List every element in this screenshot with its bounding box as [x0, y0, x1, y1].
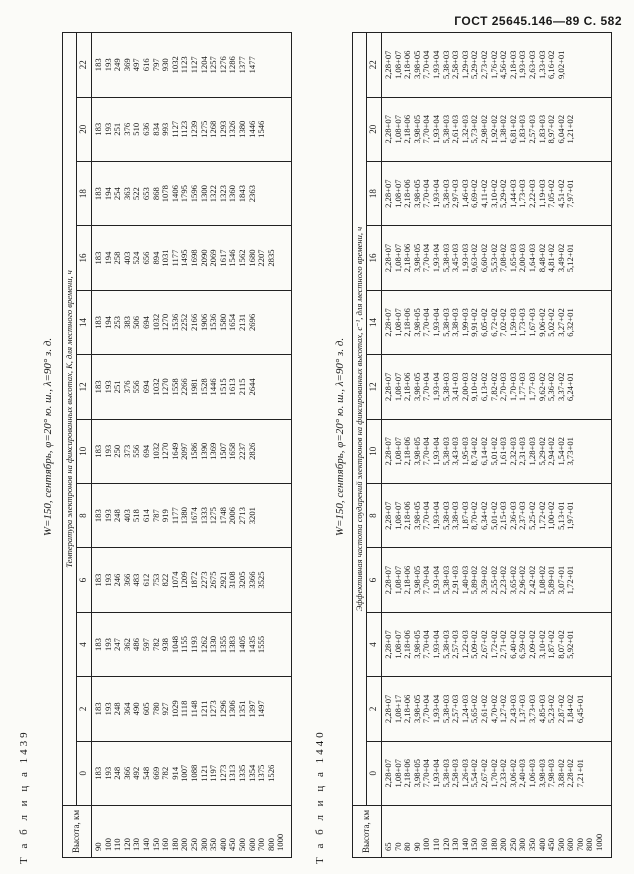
value-column: 183 194 254 363 522 653 868 1078 1406 1795 1596 1300 1322 1323 1360 1843 2363 [92, 161, 292, 225]
table-label: Т а б л и ц а 1440 [314, 729, 326, 864]
value-column: 183 193 248 403 518 614 787 919 1177 1380 1674 1333 1275 1748 2006 2713 3201 [92, 483, 292, 547]
hour-header: 12 [367, 355, 382, 419]
value-column: 2,28+07 1,08+07 2,18+06 3,98+05 7,70+04 1,93+04 5,38+03 2,97+03 1,46+03 6,69+02 4,11+02 3,10+02 5,29+02 1,44+03 1,73+03 2,22+03 1,19+03 7,05+02 4,51+02 7,97+01 [382, 161, 612, 225]
hour-header: 20 [77, 97, 92, 161]
hour-header: 2 [77, 677, 92, 741]
hour-header: 8 [367, 483, 382, 547]
value-column: 2,28+07 1,08+07 2,18+06 3,98+05 7,70+04 1,93+04 5,38+03 3,45+03 1,93+03 9,63+02 6,60+02 5,53+02 7,08+02 1,65+03 2,00+03 1,64+03 8,48+02 4,81+02 3,49+02 5,12+01 [382, 226, 612, 290]
data-table-1439 [62, 32, 292, 858]
table-title: W=150, сентябрь, φ=20° ю. ш., λ=90° з. д. [42, 337, 54, 537]
value-column: 183 193 248 364 490 605 780 927 1029 1118 1148 1211 1273 1296 1306 1351 1397 1497 [92, 677, 292, 741]
hour-header-row [367, 33, 382, 858]
hour-header: 4 [77, 612, 92, 676]
value-column: 183 193 249 369 497 616 797 930 1032 1123 1127 1204 1257 1276 1286 1377 1477 [92, 33, 292, 98]
hour-header: 4 [367, 612, 382, 676]
table-title: W=150, сентябрь, φ=20° ю. ш., λ=90° з. д. [334, 337, 346, 537]
value-column: 2,28+07 1,08+07 2,18+06 3,98+05 7,70+04 1,93+04 5,38+03 3,41+03 2,00+03 9,10+02 6,13+02 7,82+02 2,70+03 1,70+03 1,77+03 1,77+03 9,62+02 5,36+02 3,37+02 6,24+01 [382, 355, 612, 419]
altitude-header: Высота, км [353, 806, 382, 858]
hour-header-row [77, 33, 92, 858]
value-column: 183 193 246 366 483 612 753 822 1074 1209 1872 2273 2675 2921 3108 3205 3366 3525 [92, 548, 292, 612]
hour-header: 16 [367, 226, 382, 290]
value-column: 2,28+07 1,08+17 2,18+06 3,98+05 7,70+04 1,93+04 5,38+03 2,57+03 1,24+03 5,65+02 2,61+02 4,70+02 1,27+02 2,43+03 1,37+03 3,73+03 4,85+03 5,23+02 2,87+02 1,84+02 6,45+01 [382, 677, 612, 741]
value-column: 2,28+07 1,08+07 2,18+06 3,98+05 7,70+04 1,93+04 5,38+03 3,38+03 1,99+03 9,91+02 6,05+02 6,72+02 7,02+02 1,59+03 1,73+03 1,67+03 9,06+02 5,02+02 3,27+02 6,32+01 [382, 290, 612, 354]
value-column: 2,28+07 1,08+07 2,18+06 3,98+05 7,70+04 1,93+04 5,38+03 3,43+03 1,95+03 8,74+02 6,14+02 5,01+02 1,61+03 2,32+03 2,31+03 1,28+03 5,29+02 2,94+02 1,54+02 3,73+01 [382, 419, 612, 483]
altitude-header: Высота, км [63, 806, 92, 858]
altitude-column: 65 70 80 90 100 110 120 130 140 150 160 180 200 250 300 350 400 450 500 600 700 800 1000 [382, 806, 612, 858]
value-column: 2,28+07 1,08+07 2,18+06 3,98+05 7,70+04 1,93+04 5,38+03 2,57+03 1,22+03 5,09+02 2,67+02 1,72+02 2,71+02 6,40+02 6,59+02 2,09+02 3,10+02 1,87+02 8,07+02 5,92+01 [382, 612, 612, 676]
value-column: 183 194 258 403 524 656 894 1031 1177 1495 1698 2090 2069 1617 1546 1562 1680 2207 2835 [92, 226, 292, 290]
hour-header: 6 [77, 548, 92, 612]
table-subtitle: Температура электронов на фиксированных высотах, К, для местного времени, ч [63, 33, 77, 806]
hour-header: 22 [77, 33, 92, 98]
hour-header: 18 [77, 161, 92, 225]
hour-header: 0 [77, 741, 92, 805]
hour-header: 16 [77, 226, 92, 290]
value-column: 183 193 247 362 486 597 782 938 1048 1155 1193 1262 1330 1355 1383 1405 1435 1555 [92, 612, 292, 676]
value-column: 183 193 251 376 510 636 834 993 1127 1123 1239 1275 1268 1293 1326 1380 1446 1546 [92, 97, 292, 161]
value-column: 2,28+07 1,08+07 2,18+06 3,98+05 7,70+04 1,93+04 5,38+03 2,58+03 1,29+03 5,29+02 2,73+02 1,76+02 4,56+02 2,18+03 1,93+03 2,63+03 1,33+03 6,16+02 9,02+01 [382, 33, 612, 98]
table-body-row [382, 33, 612, 858]
hour-header: 6 [367, 548, 382, 612]
table-body-row [92, 33, 292, 858]
value-column: 183 193 250 373 556 694 1032 1270 1649 2097 1586 1390 1369 1507 1658 2237 2826 [92, 419, 292, 483]
hour-header: 12 [77, 355, 92, 419]
value-column: 2,28+07 1,08+07 2,18+06 3,98+05 7,70+04 1,93+04 5,38+03 2,91+03 1,40+03 5,89+02 3,59+02 2,55+02 2,23+02 3,65+02 2,96+02 2,42+02 1,08+02 5,89+01 3,07+01 1,72+01 [382, 548, 612, 612]
altitude-column: 90 100 110 120 130 140 150 160 180 200 250 300 350 400 450 500 600 700 800 1000 [92, 806, 292, 858]
hour-header: 18 [367, 161, 382, 225]
hour-header: 8 [77, 483, 92, 547]
hour-header: 10 [77, 419, 92, 483]
value-column: 2,28+07 1,08+07 2,18+06 3,98+05 7,70+04 1,93+04 5,38+03 3,38+03 1,87+03 8,70+02 6,34+02 5,01+02 2,15+03 2,36+03 2,37+03 5,25+02 1,72+02 1,00+02 5,13+01 1,97+01 [382, 483, 612, 547]
table-label: Т а б л и ц а 1439 [18, 729, 30, 864]
data-table-1440 [352, 32, 612, 858]
hour-header: 10 [367, 419, 382, 483]
hour-header: 14 [367, 290, 382, 354]
hour-header: 22 [367, 33, 382, 98]
value-column: 183 193 251 376 556 694 1032 1270 1558 2266 1981 1528 1446 1515 1613 2115 2644 [92, 355, 292, 419]
value-column: 2,28+07 1,08+07 2,18+06 3,98+05 7,70+04 1,93+04 5,38+03 2,61+03 1,32+03 5,73+02 2,98+02 1,92+02 1,38+02 6,81+02 1,83+03 2,57+03 1,83+03 8,97+02 6,04+02 1,21+02 [382, 97, 612, 161]
value-column: 183 193 248 366 492 548 669 782 914 1007 1088 1121 1197 1273 1313 1335 1354 1375 1526 [92, 741, 292, 805]
hour-header: 0 [367, 741, 382, 805]
hour-header: 14 [77, 290, 92, 354]
table-subtitle: Эффективная частота соударений электронов на фиксированных высотах, с⁻¹, для местного времени, ч [353, 33, 367, 806]
value-column: 2,28+07 1,08+07 2,18+06 3,98+05 7,70+04 1,93+04 5,38+03 2,58+03 1,26+03 5,54+02 2,67+02 1,70+02 2,33+02 3,06+02 2,40+03 1,06+03 3,98+03 7,98+03 3,88+02 2,28+02 7,21+01 [382, 741, 612, 805]
hour-header: 2 [367, 677, 382, 741]
value-column: 183 194 253 383 506 694 1032 1270 1536 2252 2166 1906 1536 1580 1654 2131 2696 [92, 290, 292, 354]
page-header: ГОСТ 25645.146—89 С. 582 [454, 14, 622, 28]
hour-header: 20 [367, 97, 382, 161]
